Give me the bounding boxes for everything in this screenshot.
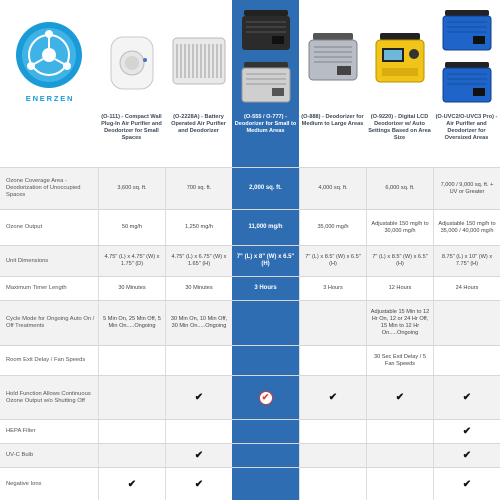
checkmark-icon: ✔ [462, 478, 472, 490]
product-name: (O-UVC2/O-UVC3 Pro) - Air Purifier and Deodorizer for Oversized Areas [435, 114, 498, 141]
cell-value: 700 sq. ft. [186, 185, 212, 191]
table-cell [433, 376, 500, 419]
table-cell [299, 277, 366, 300]
table-cell [165, 277, 232, 300]
table-cell [232, 246, 299, 276]
table-cell [299, 420, 366, 443]
table-cell [433, 346, 500, 375]
ozone-generator-blue-icon [439, 8, 495, 108]
row-label: Negative Ions [6, 480, 42, 487]
comparison-header [0, 0, 500, 167]
table-cell [366, 444, 433, 467]
product-name: (O-111) - Compact Wall Plug-In Air Purifier and Deodorizer for Small Spaces [101, 114, 162, 141]
table-cell [98, 246, 165, 276]
cell-value: 35,000 mg/h [317, 224, 349, 230]
checkmark-icon: ✔ [462, 392, 472, 403]
table-cell [366, 210, 433, 245]
checkmark-icon: ✔ [194, 478, 204, 490]
table-cell [433, 420, 500, 443]
table-row [0, 245, 500, 276]
table-cell [232, 301, 299, 345]
checkmark-icon: ✔ [194, 392, 204, 403]
table-row [0, 300, 500, 345]
table-cell [433, 210, 500, 245]
table-cell [232, 376, 299, 419]
table-cell [165, 301, 232, 345]
cell-value: 7" (L) x 8" (W) x 6.5" (H) [236, 254, 295, 267]
cell-value: 3,600 sq. ft. [117, 185, 147, 191]
cell-value: 30 Sec Exit Delay / 5 Fan Speeds [374, 353, 426, 367]
table-cell [98, 277, 165, 300]
ozone-generator-gray-icon [305, 30, 361, 86]
table-cell [98, 301, 165, 345]
table-cell [299, 444, 366, 467]
table-cell [433, 468, 500, 500]
checkmark-icon: ✔ [259, 391, 273, 405]
product-header-o9220 [366, 0, 433, 167]
product-header-o111 [98, 0, 165, 167]
row-label: HEPA Filter [6, 428, 36, 434]
table-cell [165, 246, 232, 276]
table-cell [366, 468, 433, 500]
checkmark-icon: ✔ [395, 392, 405, 403]
table-cell [299, 468, 366, 500]
cell-value: 7" (L) x 8.5" (W) x 6.5" (H) [305, 254, 361, 267]
product-header-o888 [299, 0, 366, 167]
table-cell [299, 346, 366, 375]
table-cell [98, 376, 165, 419]
table-cell [232, 210, 299, 245]
table-cell [433, 277, 500, 300]
table-cell [98, 420, 165, 443]
table-cell [299, 246, 366, 276]
product-name: (O-9220) - Digital LCD Deodorizer w/ Auto Settings Based on Area Size [368, 114, 431, 141]
checkmark-icon: ✔ [328, 392, 338, 403]
table-cell [98, 444, 165, 467]
row-label: Ozone Coverage Area - Deodorization of Unoccupied Spaces [6, 178, 81, 198]
cell-value: Adjustable 15 Min to 12 Hr On, 12 or 24 Hr Off, 15 Min to 12 Hr On.....Ongoing [370, 309, 430, 336]
cell-value: 3 Hours [323, 285, 343, 291]
table-cell [165, 346, 232, 375]
product-name: (O-888) - Deodorizer for Medium to Large Areas [301, 114, 364, 127]
cell-value: 30 Min On, 10 Min Off, 30 Min On.....Ongoing [170, 316, 228, 329]
table-cell [232, 277, 299, 300]
table-row [0, 375, 500, 419]
brand-logo-text: ENERZEN [25, 94, 75, 103]
cell-value: 7,000 / 9,000 sq. ft. + UV or Greater [440, 181, 494, 195]
table-cell [433, 301, 500, 345]
product-header-o-uvc [433, 0, 500, 167]
cell-value: 30 Minutes [185, 285, 213, 291]
row-label: Hold Function Allows Continuous Ozone Output w/o Shutting Off [6, 390, 91, 404]
row-label: Maximum Timer Length [6, 285, 67, 291]
table-row [0, 419, 500, 443]
row-label: Cycle Mode for Ongoing Auto On / Off Treatments [6, 316, 95, 329]
cell-value: 24 Hours [455, 285, 479, 291]
table-cell [299, 301, 366, 345]
table-row [0, 467, 500, 500]
row-label: UV-C Bulb [6, 452, 34, 458]
table-row [0, 276, 500, 300]
cell-value: 5 Min On, 25 Min Off, 5 Min On.....Ongoing [103, 316, 161, 329]
comparison-table [0, 167, 500, 500]
cell-value: 3 Hours [254, 285, 277, 291]
table-cell [98, 210, 165, 245]
brand-logo [0, 0, 98, 167]
ozone-generator-yellow-icon [372, 30, 428, 88]
ozone-generator-pair-icon [238, 8, 294, 108]
product-header-o555-o777 [232, 0, 299, 167]
table-cell [98, 168, 165, 209]
table-row [0, 167, 500, 209]
cell-value: 7" (L) x 8.5" (W) x 6.5" (H) [372, 254, 428, 267]
row-label: Room Exit Delay / Fan Speeds [6, 357, 86, 363]
cell-value: 4,000 sq. ft. [318, 185, 348, 191]
checkmark-icon: ✔ [194, 450, 204, 461]
battery-purifier-icon [170, 34, 228, 88]
table-cell [433, 246, 500, 276]
table-row [0, 209, 500, 245]
table-cell [165, 168, 232, 209]
checkmark-icon: ✔ [462, 426, 472, 437]
cell-value: 50 mg/h [121, 224, 143, 230]
cell-value: 8.75" (L) x 10" (W) x 7.75" (H) [441, 254, 493, 267]
checkmark-icon: ✔ [462, 450, 472, 461]
table-cell [366, 168, 433, 209]
cell-value: 1,250 mg/h [185, 224, 213, 230]
table-cell [232, 346, 299, 375]
table-cell [433, 444, 500, 467]
cell-value: 6,000 sq. ft. [385, 185, 415, 191]
table-cell [366, 301, 433, 345]
table-cell [232, 168, 299, 209]
cell-value: 30 Minutes [118, 285, 146, 291]
table-cell [366, 420, 433, 443]
table-cell [299, 210, 366, 245]
table-cell [165, 444, 232, 467]
table-cell [98, 346, 165, 375]
table-cell [299, 168, 366, 209]
wall-plug-purifier-icon [107, 34, 157, 92]
table-row [0, 443, 500, 467]
checkmark-icon: ✔ [127, 478, 137, 490]
table-cell [366, 346, 433, 375]
row-label: Unit Dimensions [6, 257, 49, 264]
table-row [0, 345, 500, 375]
cell-value: Adjustable 150 mg/h to 35,000 / 40,000 mg/h [438, 220, 496, 234]
table-cell [165, 468, 232, 500]
table-cell [165, 210, 232, 245]
table-cell [165, 376, 232, 419]
table-cell [299, 376, 366, 419]
cell-value: 4.75" (L) x 4.75" (W) x 1.75" (D) [104, 254, 160, 267]
table-cell [232, 420, 299, 443]
enerzen-logo-icon [14, 20, 84, 90]
table-cell [366, 376, 433, 419]
cell-value: 2,000 sq. ft. [249, 185, 282, 191]
table-cell [165, 420, 232, 443]
product-header-o2228a [165, 0, 232, 167]
table-cell [433, 168, 500, 209]
cell-value: Adjustable 150 mg/h to 30,000 mg/h [371, 220, 429, 234]
table-cell [232, 468, 299, 500]
row-label: Ozone Output [6, 224, 43, 230]
cell-value: 4.75" (L) x 6.75" (W) x 1.65" (H) [171, 254, 227, 267]
table-cell [98, 468, 165, 500]
cell-value: 11,000 mg/h [248, 224, 283, 230]
table-cell [366, 277, 433, 300]
table-cell [366, 246, 433, 276]
cell-value: 12 Hours [388, 285, 412, 291]
product-name: (O-555 / O-777) - Deodorizer for Small to Medium Areas [234, 114, 297, 134]
product-name: (O-2228A) - Battery Operated Air Purifier and Deodorizer [171, 114, 226, 134]
table-cell [232, 444, 299, 467]
